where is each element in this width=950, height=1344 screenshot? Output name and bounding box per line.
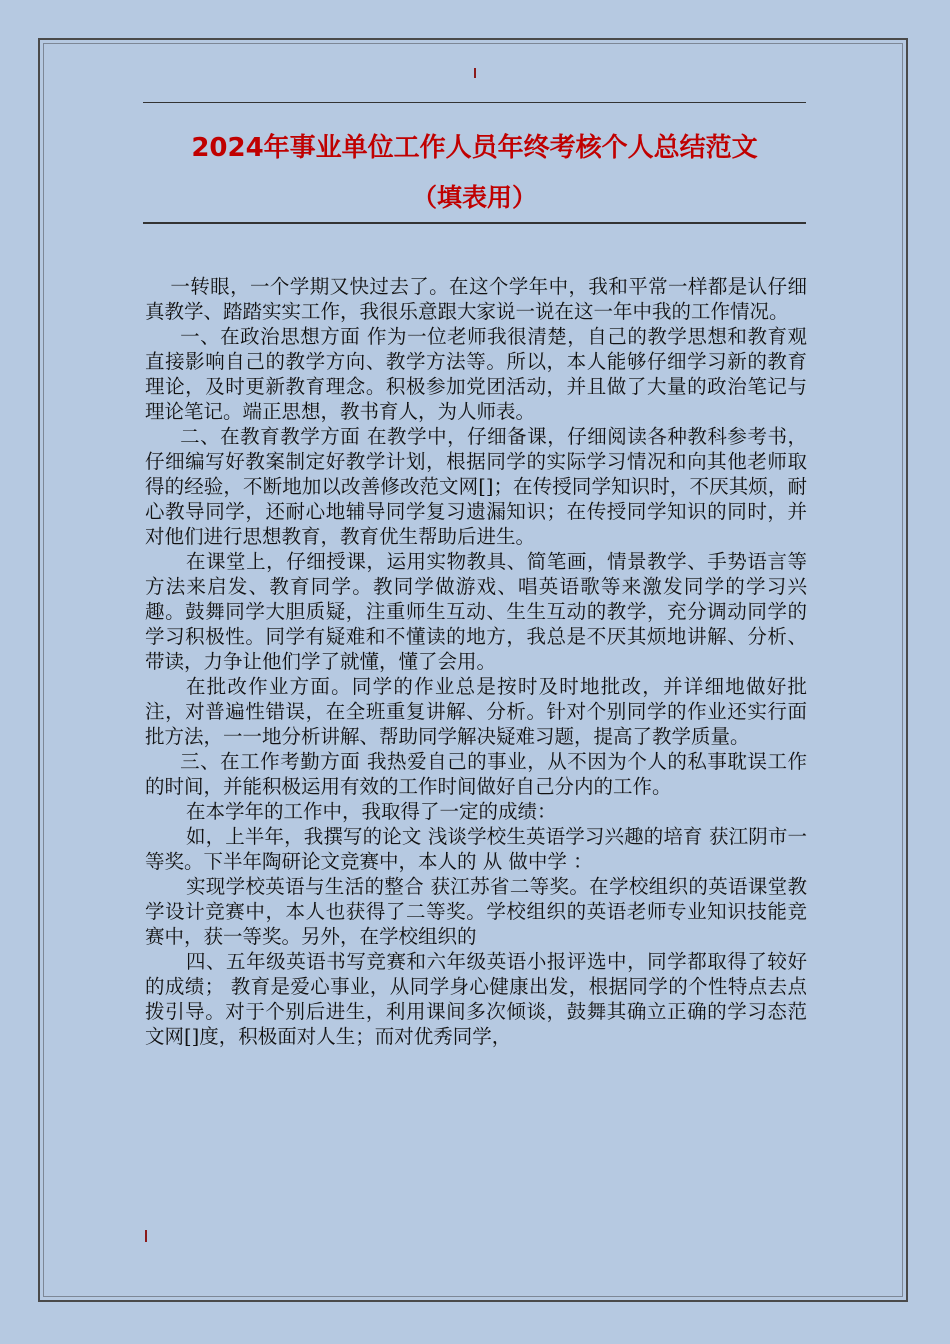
header-mark — [474, 68, 476, 78]
body-paragraph: 一、在政治思想方面 作为一位老师我很清楚，自己的教学思想和教育观直接影响自己的教学方向、教学方法等。所以，本人能够仔细学习新的教育理论，及时更新教育理念。积极参加党团活动，并且做了大量的政治笔记与理论笔记。端正思想，教书育人，为人师表。 — [145, 325, 807, 423]
document-body — [145, 274, 807, 1049]
document-title: 2024年事业单位工作人员年终考核个人总结范文 — [191, 133, 758, 163]
title-bottom-rule — [143, 222, 806, 224]
body-paragraph: 一转眼，一个学期又快过去了。在这个学年中，我和平常一样都是认仔细真教学、踏踏实实工作，我很乐意跟大家说一说在这一年中我的工作情况。 — [145, 275, 807, 323]
body-paragraph: 在批改作业方面。同学的作业总是按时及时地批改，并详细地做好批注，对普遍性错误，在全班重复讲解、分析。针对个别同学的作业还实行面批方法，一一地分析讲解、帮助同学解决疑难习题，提高了教学质量。 — [145, 675, 807, 748]
body-paragraph: 实现学校英语与生活的整合 获江苏省二等奖。在学校组织的英语课堂教学设计竞赛中，本人也获得了二等奖。学校组织的英语老师专业知识技能竞赛中，获一等奖。另外，在学校组织的 — [145, 875, 807, 948]
document-subtitle: （填表用） — [411, 183, 537, 212]
body-paragraph: 三、在工作考勤方面 我热爱自己的事业，从不因为个人的私事耽误工作的时间，并能积极运用有效的工作时间做好自己分内的工作。 — [145, 750, 807, 798]
body-paragraph: 四、五年级英语书写竞赛和六年级英语小报评选中，同学都取得了较好的成绩； 教育是爱心事业，从同学身心健康出发，根据同学的个性特点去点拨引导。对于个别后进生，利用课间多次倾谈，鼓舞其确立正确的学习态范文网[]度，积极面对人生；而对优秀同学， — [145, 950, 807, 1048]
footer-mark — [145, 1230, 147, 1242]
title-top-rule — [143, 102, 806, 103]
body-paragraph: 在本学年的工作中，我取得了一定的成绩： — [185, 800, 557, 823]
body-paragraph: 二、在教育教学方面 在教学中，仔细备课，仔细阅读各种教科参考书，仔细编写好教案制定好教学计划，根据同学的实际学习情况和向其他老师取得的经验，不断地加以改善修改范文网[]；在传授同学知识时，不厌其烦，耐心教导同学，还耐心地辅导同学复习遗漏知识；在传授同学知识的同时，并对他们进行思想教育，教育优生帮助后进生。 — [145, 425, 807, 548]
body-paragraph: 如，上半年，我撰写的论文 浅谈学校生英语学习兴趣的培育 获江阴市一等奖。下半年陶研论文竞赛中，本人的 从 做中学 ： — [145, 825, 807, 873]
body-paragraph: 在课堂上，仔细授课，运用实物教具、简笔画，情景教学、手势语言等方法来启发、教育同学。教同学做游戏、唱英语歌等来激发同学的学习兴趣。鼓舞同学大胆质疑，注重师生互动、生生互动的教学，充分调动同学的学习积极性。同学有疑难和不懂读的地方，我总是不厌其烦地讲解、分析、带读，力争让他们学了就懂，懂了会用。 — [145, 550, 807, 673]
